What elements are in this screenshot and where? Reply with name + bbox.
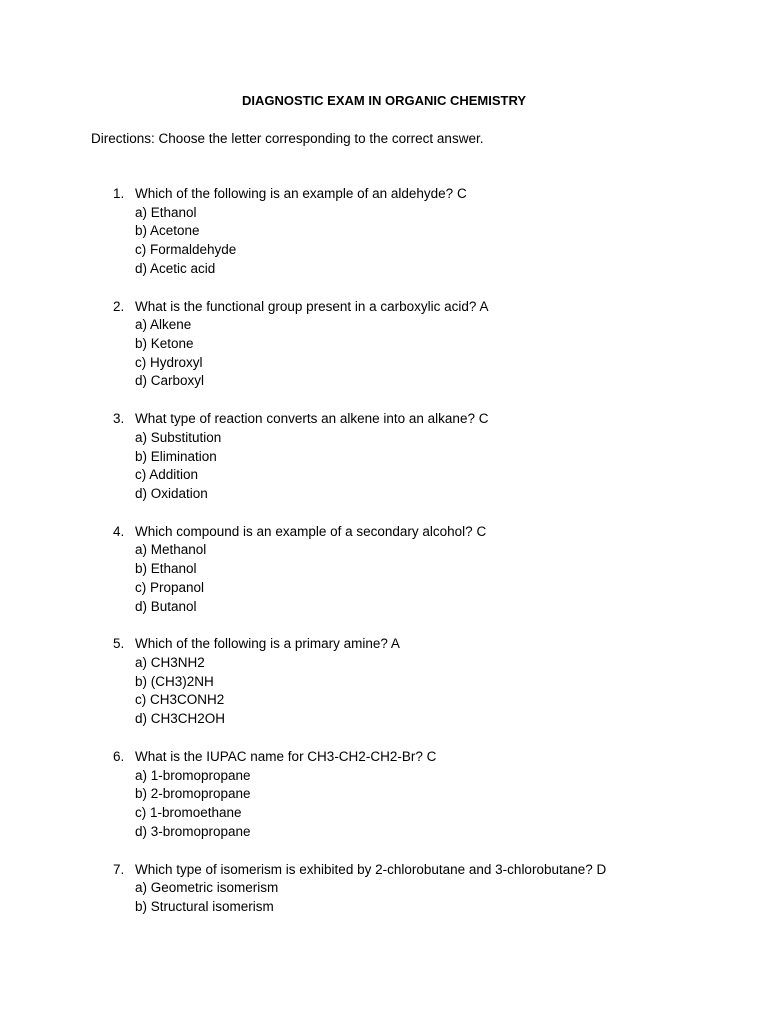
question-number: 6. — [113, 748, 125, 764]
option-list — [135, 204, 236, 279]
answer-option: d) Oxidation — [135, 485, 208, 501]
answer-option: b) Ethanol — [135, 561, 197, 577]
answer-option: d) Acetic acid — [135, 260, 216, 276]
answer-option: a) Geometric isomerism — [135, 880, 279, 896]
answer-option: a) Alkene — [135, 317, 192, 333]
answer-option: b) 2-bromopropane — [135, 786, 251, 802]
answer-option: b) (CH3)2NH — [135, 673, 214, 689]
exam-directions: Directions: Choose the letter corresponding to the correct answer. — [91, 131, 484, 146]
answer-option: b) Ketone — [135, 335, 194, 351]
question-item — [0, 298, 768, 411]
question-number: 4. — [113, 523, 125, 539]
answer-option: a) Substitution — [135, 429, 222, 445]
question-item — [0, 861, 768, 974]
answer-option: c) Formaldehyde — [135, 242, 237, 258]
option-list — [135, 316, 204, 391]
question-item — [0, 185, 768, 298]
question-text: What type of reaction converts an alkene into an alkane? C — [135, 411, 489, 427]
answer-option: c) Addition — [135, 467, 199, 483]
question-list — [0, 185, 768, 973]
option-list — [135, 654, 225, 729]
answer-option: c) Propanol — [135, 579, 205, 595]
answer-option: d) Carboxyl — [135, 373, 205, 389]
option-list — [135, 541, 206, 616]
option-list — [135, 767, 251, 842]
answer-option: a) 1-bromopropane — [135, 767, 251, 783]
answer-option: b) Elimination — [135, 448, 217, 464]
question-number: 7. — [113, 861, 125, 877]
question-number: 3. — [113, 411, 125, 427]
question-item — [0, 748, 768, 861]
question-number: 2. — [113, 298, 125, 314]
answer-option: c) CH3CONH2 — [135, 692, 225, 708]
answer-option: a) Ethanol — [135, 204, 197, 220]
question-item — [0, 635, 768, 748]
question-text: Which type of isomerism is exhibited by 2-chlorobutane and 3-chlorobutane? D — [135, 861, 607, 877]
question-text: Which compound is an example of a secondary alcohol? C — [135, 523, 487, 539]
answer-option: c) Hydroxyl — [135, 354, 203, 370]
answer-option: b) Structural isomerism — [135, 898, 274, 914]
option-list — [135, 879, 278, 916]
question-number: 1. — [113, 186, 125, 201]
question-number: 5. — [113, 636, 125, 652]
answer-option: b) Acetone — [135, 223, 200, 239]
answer-option: a) CH3NH2 — [135, 655, 205, 671]
exam-title: DIAGNOSTIC EXAM IN ORGANIC CHEMISTRY — [241, 93, 527, 108]
answer-option: c) 1-bromoethane — [135, 805, 242, 821]
question-text: What is the functional group present in a carboxylic acid? A — [135, 298, 489, 314]
question-text: Which of the following is an example of an aldehyde? C — [135, 186, 467, 201]
question-item — [0, 523, 768, 636]
question-item — [0, 410, 768, 523]
question-text: Which of the following is a primary amine? A — [135, 636, 400, 652]
answer-option: a) Methanol — [135, 542, 207, 558]
answer-option: d) 3-bromopropane — [135, 823, 251, 839]
question-text: What is the IUPAC name for CH3-CH2-CH2-Br? C — [135, 748, 437, 764]
answer-option: d) CH3CH2OH — [135, 711, 226, 727]
answer-option: d) Butanol — [135, 598, 197, 614]
option-list — [135, 429, 221, 504]
